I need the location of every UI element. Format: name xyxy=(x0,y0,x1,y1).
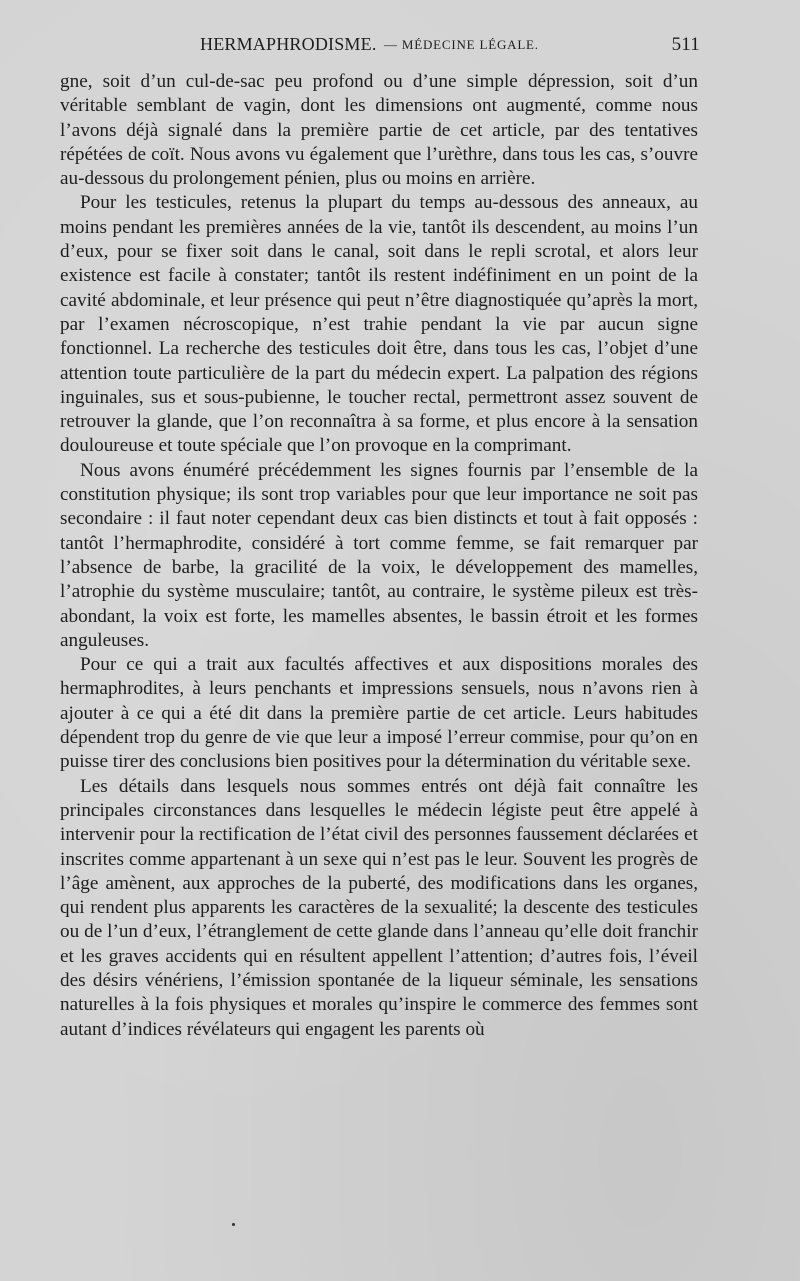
body-text xyxy=(60,70,698,1042)
paragraph-details: Les détails dans lesquels nous sommes entrés ont déjà fait connaître les principales circonstances dans lesquelles le médecin légiste peut être appelé à intervenir pour la rectification de l’état civil des personnes faussement déclarées et inscrites comme appartenant à un sexe qui n’est pas le leur. Souvent les progrès de l’âge amènent, aux approches de la puberté, des modifications dans les organes, qui rendent plus apparents les caractères de la sexualité; la descente des testicules ou de l’un d’eux, l’étranglement de cette glande dans l’anneau qu’elle doit franchir et les graves accidents qui en résultent appellent l’attention; d’autres fois, l’éveil des désirs vénériens, l’émission spontanée de la liqueur séminale, les sensations naturelles à la fois physiques et morales qu’inspire le commerce des femmes sont autant d’indices révélateurs qui engagent les parents où xyxy=(60,775,698,1040)
header-section: — MÉDECINE LÉGALE. xyxy=(384,37,539,52)
page-number: 511 xyxy=(671,34,700,55)
paragraph-facultes: Pour ce qui a trait aux facultés affectives et aux dispositions morales des hermaphrodites, à leurs penchants et impressions sensuels, nous n’avons rien à ajouter à ce qui a été dit dans la première partie de cet article. Leurs habitudes dépendent trop du genre de vie que leur a imposé l’erreur commise, pour qu’on en puisse tirer des conclusions bien positives pour la détermination du véritable sexe. xyxy=(60,654,698,773)
header-title: HERMAPHRODISME. xyxy=(200,34,377,54)
paragraph-testicules: Pour les testicules, retenus la plupart du temps au-dessous des anneaux, au moins pendant les premières années de la vie, tantôt ils descendent, au moins l’un d’eux, pour se fixer soit dans le canal, soit dans le repli scrotal, et alors leur existence est facile à constater; tantôt ils restent indéfiniment en un point de la cavité abdominale, et leur présence qui peut n’être diagnostiquée qu’après la mort, par l’examen nécroscopique, n’est trahie pendant la vie par aucun signe fonctionnel. La recherche des testicules doit être, dans tous les cas, l’objet d’une attention toute particulière de la part du médecin expert. La palpation des régions inguinales, sus et sous-pubienne, le toucher rectal, permettront assez souvent de retrouver la glande, que l’on reconnaîtra à sa forme, et plus encore à la sensation douloureuse et toute spéciale que l’on provoque en la comprimant. xyxy=(60,192,698,457)
running-header xyxy=(200,34,700,58)
paragraph-constitution: Nous avons énuméré précédemment les signes fournis par l’ensemble de la constitution physique; ils sont trop variables pour que leur importance ne soit pas secondaire : il faut noter cependant deux cas bien distincts et tout à fait opposés : tantôt l’hermaphrodite, considéré à tort comme femme, se fait remarquer par l’absence de barbe, la gracilité de la voix, le développement des mamelles, l’atrophie du système musculaire; tantôt, au contraire, le système pileux est très-abondant, la voix est forte, les mamelles absentes, le bassin étroit et les formes anguleuses. xyxy=(60,459,698,651)
print-speck xyxy=(232,1223,235,1226)
paragraph-continuation: gne, soit d’un cul-de-sac peu profond ou d’une simple dépression, soit d’un véritable semblant de vagin, dont les dimensions ont augmenté, comme nous l’avons déjà signalé dans la première partie de cet article, par des tentatives répétées de coït. Nous avons vu également que l’urèthre, dans tous les cas, s’ouvre au-dessous du prolongement pénien, plus ou moins en arrière. xyxy=(60,71,698,190)
